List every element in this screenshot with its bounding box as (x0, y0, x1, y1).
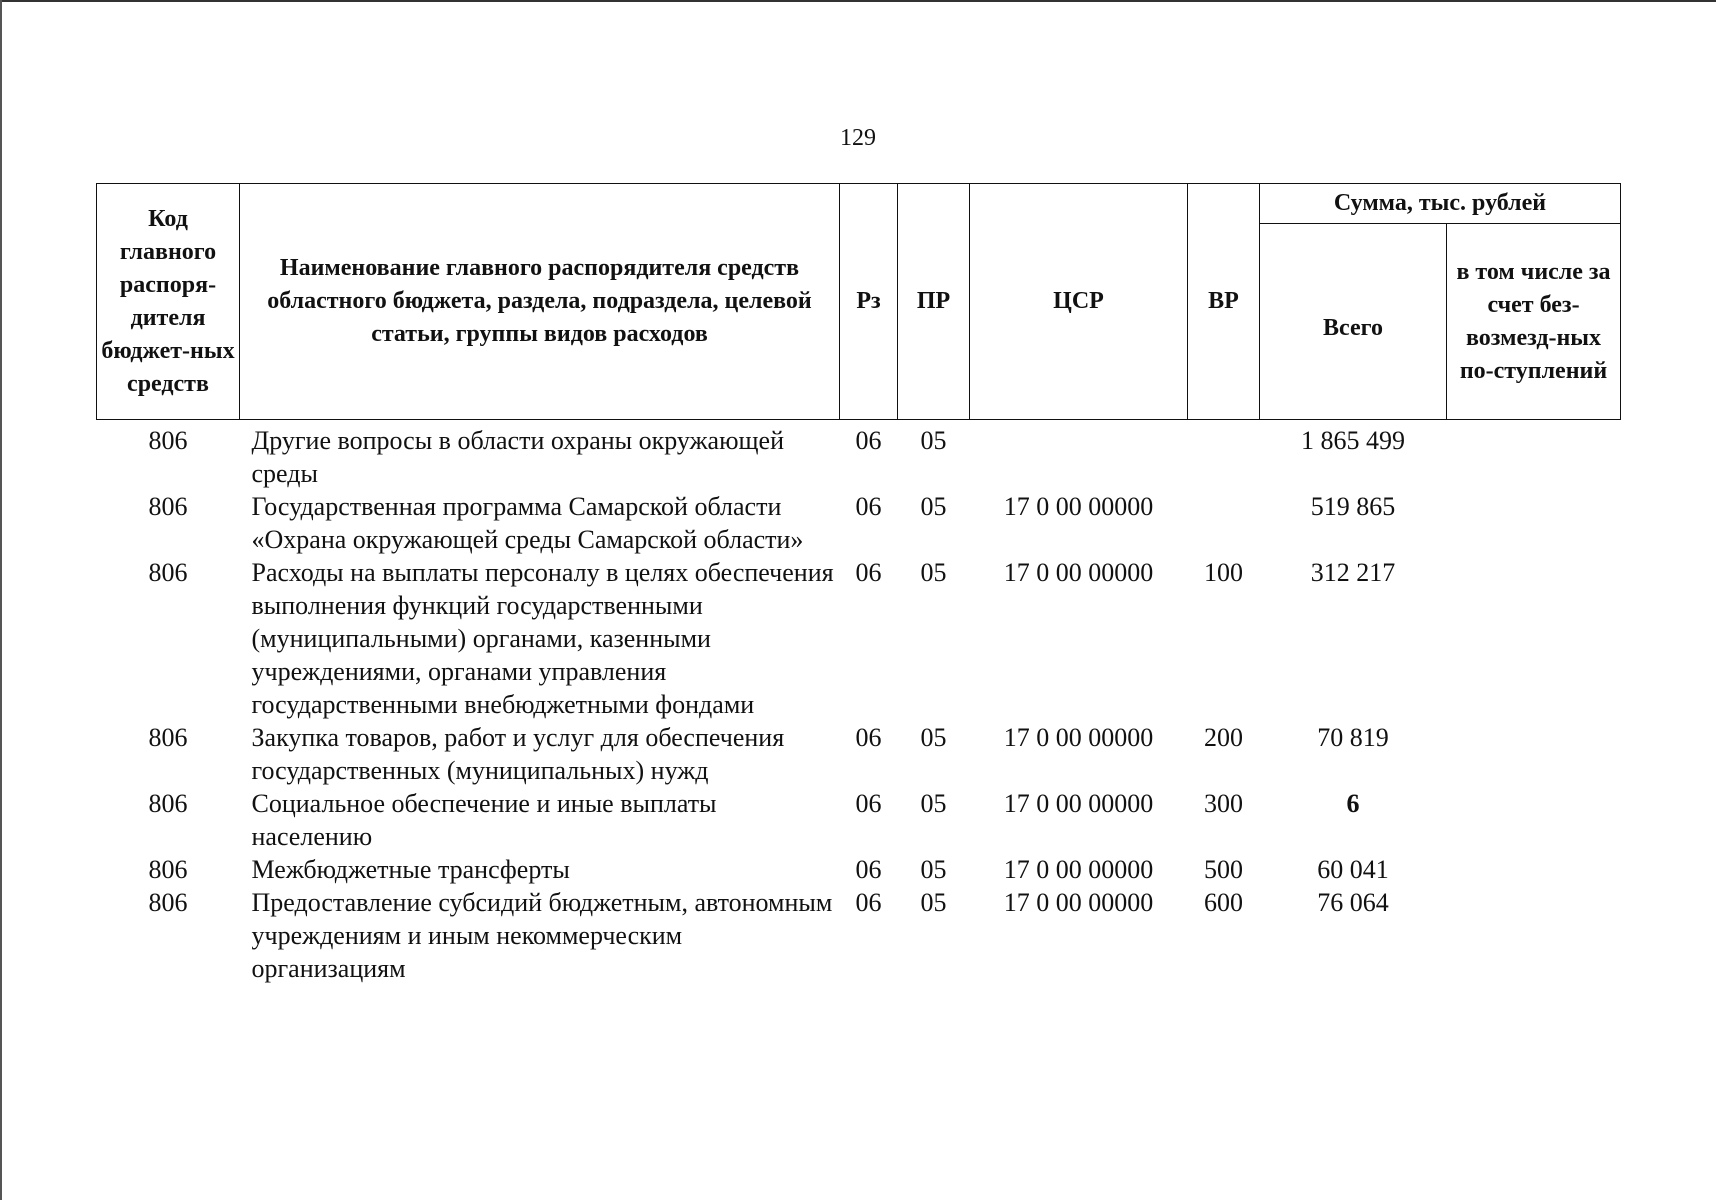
cell-total: 76 064 (1317, 888, 1389, 917)
cell-name: Другие вопросы в области охраны окружающей среды (251, 426, 784, 488)
header-free: в том числе за счет без-возмезд-ных по-ступлений (1447, 224, 1621, 420)
cell-total: 6 (1346, 789, 1360, 818)
cell-pr: 05 (920, 855, 947, 884)
cell-total: 312 217 (1310, 558, 1396, 587)
cell-csr: 17 0 00 00000 (1003, 855, 1154, 884)
header-sum: Сумма, тыс. рублей (1260, 184, 1621, 224)
cell-vr: 200 (1204, 723, 1243, 752)
cell-name: Закупка товаров, работ и услуг для обеспечения государственных (муниципальных) нужд (251, 723, 785, 785)
cell-code: 806 (148, 426, 188, 455)
cell-rz: 06 (855, 492, 882, 521)
cell-code: 806 (148, 888, 188, 917)
cell-code: 806 (148, 789, 188, 818)
header-code: Код главного распоря-дителя бюджет-ных средств (97, 184, 240, 420)
cell-total: 519 865 (1310, 492, 1396, 521)
cell-vr: 100 (1204, 558, 1243, 587)
cell-csr: 17 0 00 00000 (1003, 723, 1154, 752)
cell-total: 70 819 (1317, 723, 1389, 752)
table-row (97, 556, 1621, 721)
cell-vr: 500 (1204, 855, 1243, 884)
cell-free (1447, 556, 1621, 721)
table-row (97, 853, 1621, 886)
page-number: 129 (840, 125, 876, 151)
table-body (97, 420, 1621, 986)
cell-code: 806 (148, 855, 188, 884)
header-total: Всего (1260, 224, 1447, 420)
cell-csr: 17 0 00 00000 (1003, 492, 1154, 521)
cell-vr: 600 (1204, 888, 1243, 917)
cell-code: 806 (148, 723, 188, 752)
table-row (97, 420, 1621, 491)
cell-free (1447, 787, 1621, 853)
cell-vr: 300 (1204, 789, 1243, 818)
cell-name: Межбюджетные трансферты (251, 855, 570, 884)
cell-name: Предоставление субсидий бюджетным, автономным учреждениям и иным некоммерческим организациям (251, 888, 833, 983)
cell-csr: 17 0 00 00000 (1003, 558, 1154, 587)
cell-rz: 06 (855, 558, 882, 587)
cell-rz: 06 (855, 723, 882, 752)
cell-pr: 05 (920, 723, 947, 752)
cell-pr: 05 (920, 426, 947, 455)
header-vr: ВР (1188, 184, 1260, 420)
header-pr: ПР (898, 184, 970, 420)
cell-free (1447, 721, 1621, 787)
page-top-border (0, 0, 1716, 2)
cell-vr (1188, 490, 1260, 556)
header-csr: ЦСР (970, 184, 1188, 420)
cell-csr: 17 0 00 00000 (1003, 789, 1154, 818)
cell-csr: 17 0 00 00000 (1003, 888, 1154, 917)
budget-table (96, 183, 1621, 985)
table-row (97, 886, 1621, 985)
cell-vr (1188, 420, 1260, 491)
header-name: Наименование главного распорядителя средств областного бюджета, раздела, подраздела, целевой статьи, группы видов расходов (240, 184, 840, 420)
cell-pr: 05 (920, 558, 947, 587)
cell-free (1447, 420, 1621, 491)
cell-name: Социальное обеспечение и иные выплаты населению (251, 789, 717, 851)
cell-csr (970, 420, 1188, 491)
table-row (97, 721, 1621, 787)
cell-code: 806 (148, 492, 188, 521)
cell-rz: 06 (855, 888, 882, 917)
cell-total: 1 865 499 (1301, 426, 1405, 455)
cell-total: 60 041 (1317, 855, 1389, 884)
page-left-border (0, 0, 2, 1200)
cell-name: Расходы на выплаты персоналу в целях обеспечения выполнения функций государственными (муниципальными) органами, казенными учреждениями, органами управления государственными внебюджетными фондами (251, 558, 834, 719)
cell-free (1447, 886, 1621, 985)
cell-rz: 06 (855, 855, 882, 884)
table-row (97, 490, 1621, 556)
cell-free (1447, 490, 1621, 556)
cell-rz: 06 (855, 426, 882, 455)
cell-free (1447, 853, 1621, 886)
cell-pr: 05 (920, 789, 947, 818)
cell-name: Государственная программа Самарской области «Охрана окружающей среды Самарской области» (251, 492, 804, 554)
cell-pr: 05 (920, 888, 947, 917)
cell-code: 806 (148, 558, 188, 587)
header-rz: Рз (840, 184, 898, 420)
cell-rz: 06 (855, 789, 882, 818)
table-row (97, 787, 1621, 853)
cell-pr: 05 (920, 492, 947, 521)
table-header-row (97, 184, 1621, 224)
